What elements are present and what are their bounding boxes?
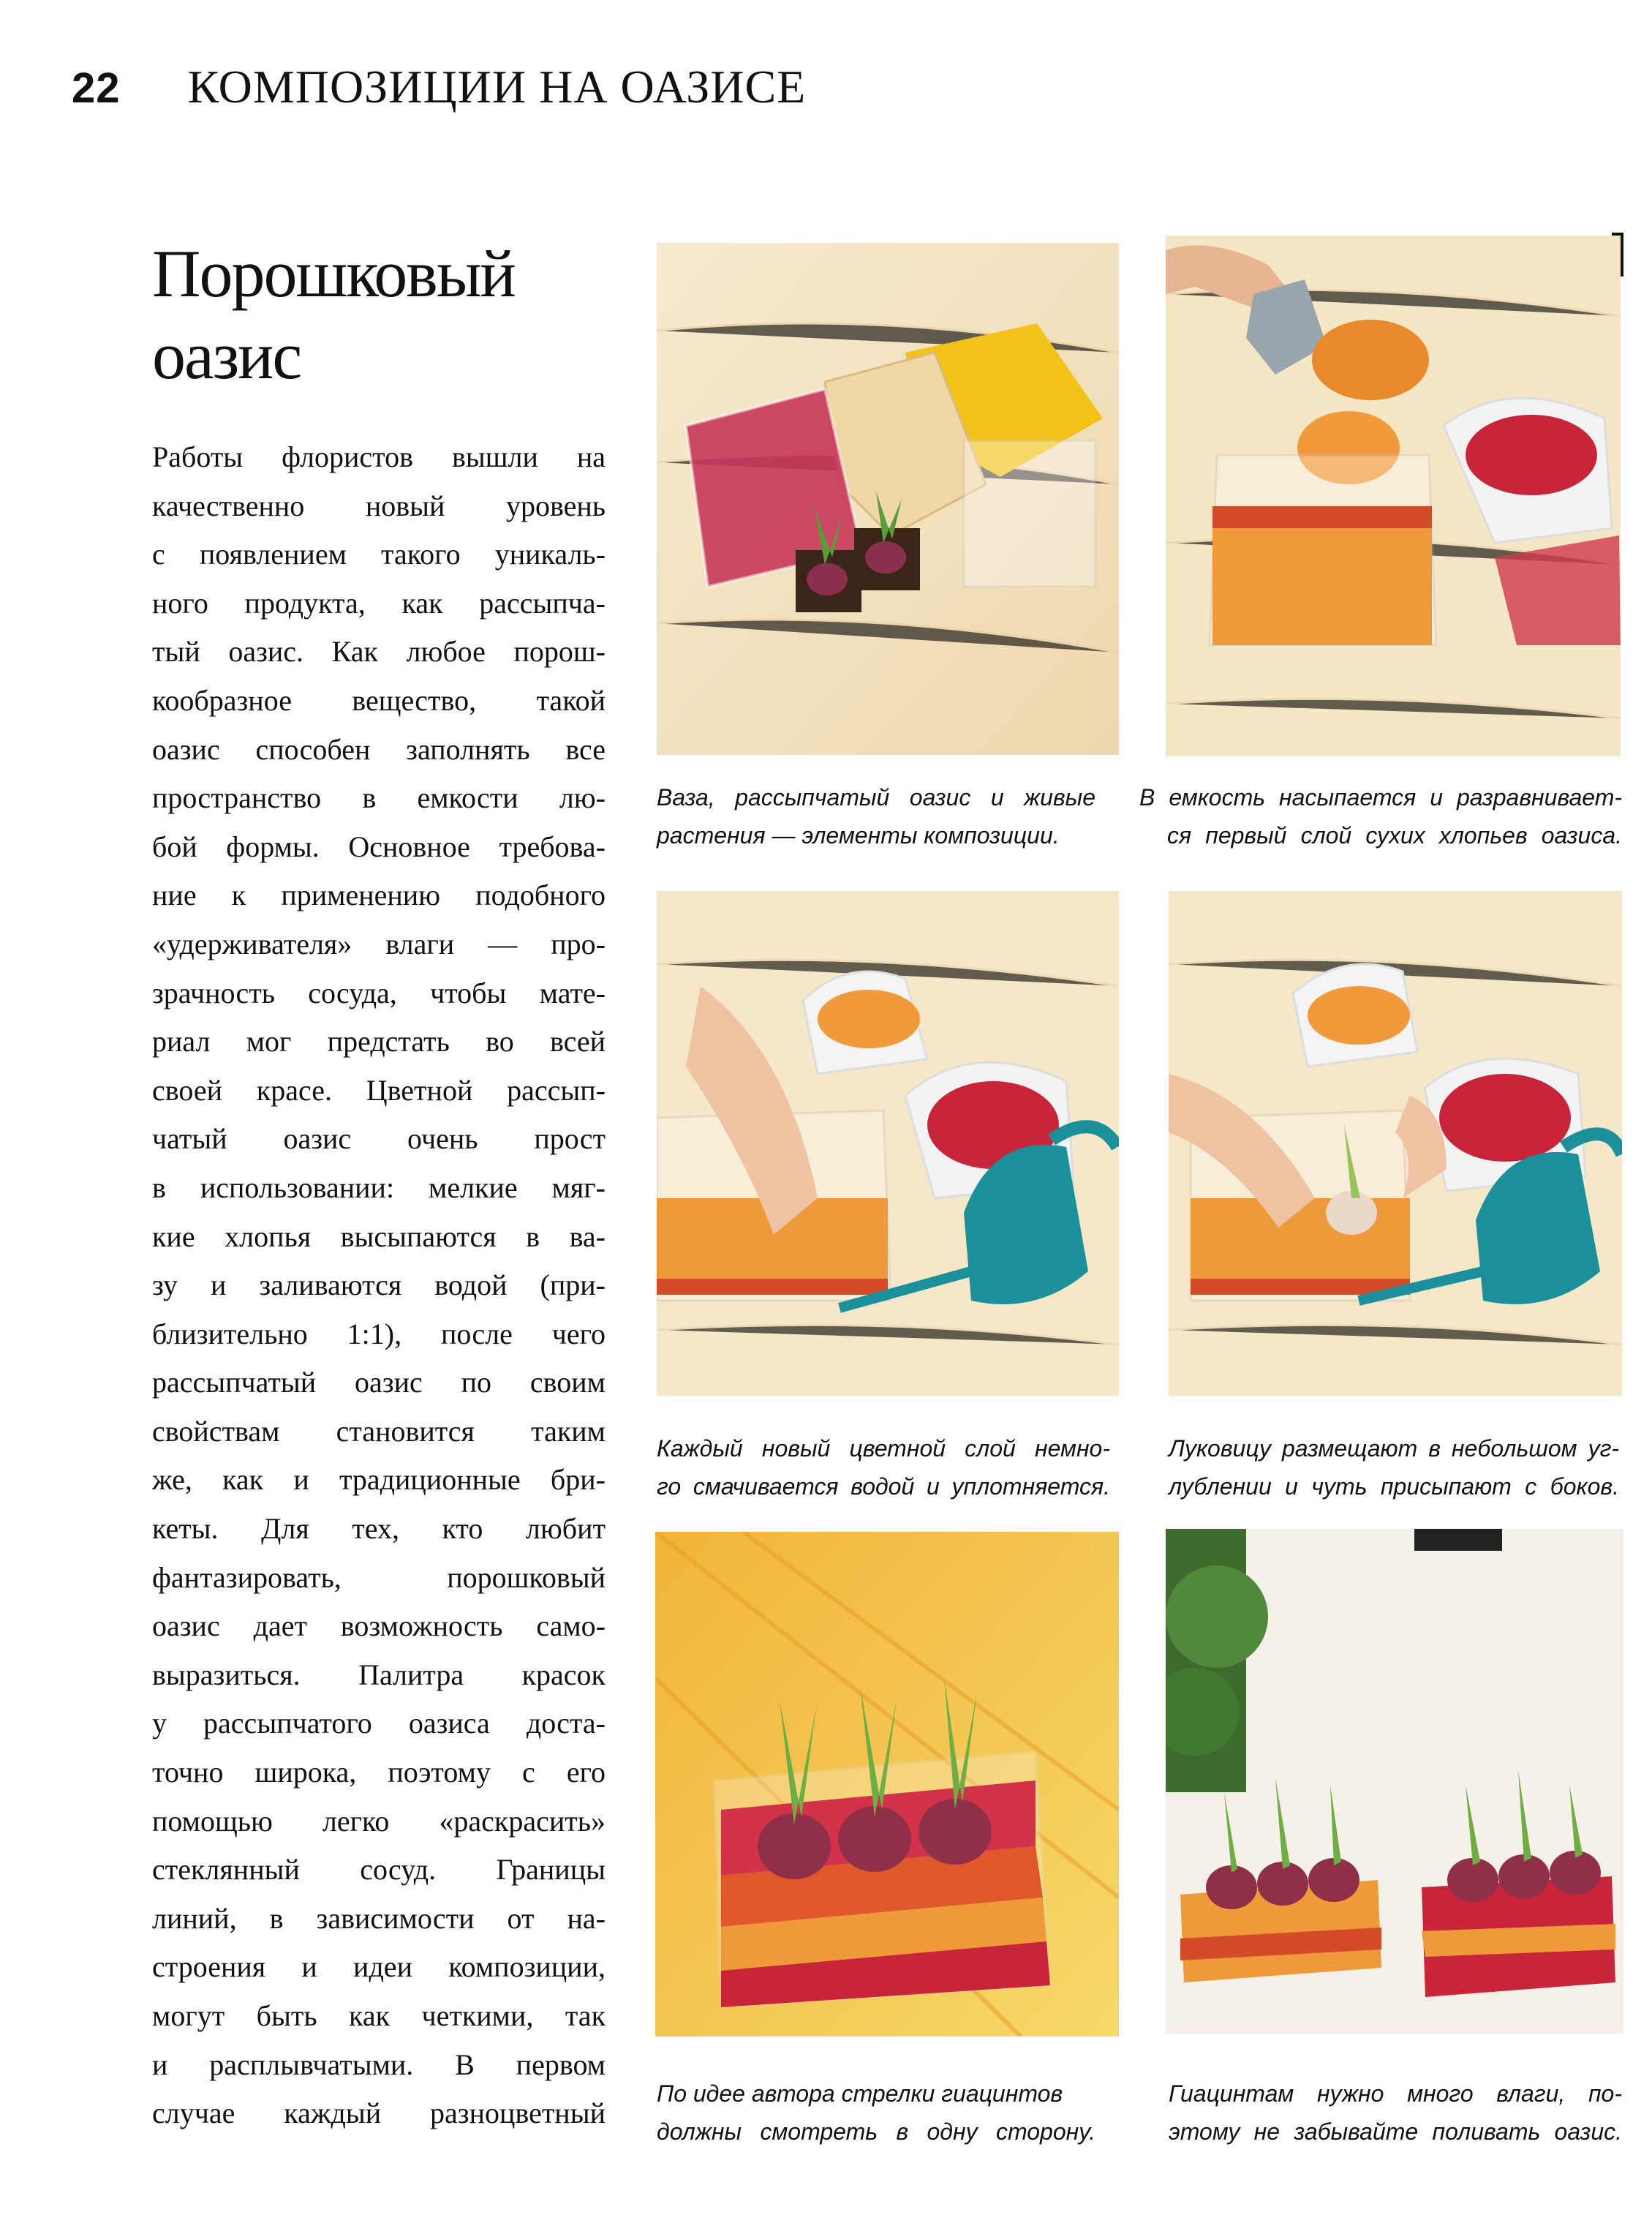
caption-line: растения — элементы композиции. xyxy=(657,822,1060,849)
body-line: у рассыпчатого оазиса доста- xyxy=(152,1707,606,1740)
body-line: случае каждый разноцветный xyxy=(152,2096,606,2130)
caption-line: В емкость насыпается и разравнивает- xyxy=(1139,784,1622,811)
body-line: качественно новый уровень xyxy=(152,489,606,522)
body-line: пространство в емкости лю- xyxy=(152,781,606,815)
body-line: точно широка, поэтому с его xyxy=(152,1756,606,1789)
body-line: кие хлопья высыпаются в ва- xyxy=(152,1219,606,1253)
caption-line: Луковицу размещают в небольшом уг- xyxy=(1169,1435,1619,1462)
body-line: строения и идеи композиции, xyxy=(152,1950,606,1984)
article-title xyxy=(152,233,620,396)
body-line: оазис дает возможность само- xyxy=(152,1609,606,1643)
body-line: тый оазис. Как любое порош- xyxy=(152,635,606,669)
body-line: рассыпчатый оазис по своим xyxy=(152,1366,606,1399)
caption-line: По идее автора стрелки гиацинтов xyxy=(657,2080,1063,2107)
body-line: ного продукта, как рассыпча- xyxy=(152,586,606,620)
body-line: кообразное вещество, такой xyxy=(152,683,606,717)
photo-bulb-placement xyxy=(1169,891,1622,1396)
caption-first-layer xyxy=(1139,778,1622,854)
title-line: оазис xyxy=(152,318,301,393)
title-line: Порошковый xyxy=(152,236,515,311)
body-line: своей красе. Цветной рассып- xyxy=(152,1073,606,1107)
caption-line: ся первый слой сухих хлопьев оазиса. xyxy=(1167,822,1622,849)
body-line: Работы флористов вышли на xyxy=(152,440,606,473)
body-line: оазис способен заполнять все xyxy=(152,732,606,766)
caption-line: го смачивается водой и уплотняется. xyxy=(657,1473,1110,1500)
body-line: свойствам становится таким xyxy=(152,1414,606,1448)
body-line: бой формы. Основное требова- xyxy=(152,830,606,863)
body-line: линий, в зависимости от на- xyxy=(152,1901,606,1935)
body-line: риал мог предстать во всей xyxy=(152,1025,606,1058)
body-line: в использовании: мелкие мяг- xyxy=(152,1170,606,1204)
body-line: и расплывчатыми. В первом xyxy=(152,2047,606,2081)
body-line: выразиться. Палитра красок xyxy=(152,1658,606,1691)
body-line: помощью легко «раскрасить» xyxy=(152,1804,606,1838)
caption-finished-vase xyxy=(657,2075,1095,2151)
body-line: фантазировать, порошковый xyxy=(152,1560,606,1594)
page-header xyxy=(72,60,806,119)
body-line: чатый оазис очень прост xyxy=(152,1122,606,1156)
running-title: КОМПОЗИЦИИ НА ОАЗИСЕ xyxy=(187,61,807,113)
caption-line: Ваза, рассыпчатый оазис и живые xyxy=(657,784,1095,811)
body-line: с появлением такого уникаль- xyxy=(152,538,606,571)
body-line: стеклянный сосуд. Границы xyxy=(152,1853,606,1887)
caption-line: Каждый новый цветной слой немно- xyxy=(657,1435,1110,1462)
caption-line: лублении и чуть присыпают с боков. xyxy=(1169,1473,1619,1500)
caption-line: этому не забывайте поливать оазис. xyxy=(1169,2118,1622,2145)
article-body xyxy=(152,433,606,2138)
caption-bulb-placement xyxy=(1169,1429,1619,1505)
photo-materials xyxy=(657,243,1119,755)
caption-wet-layer xyxy=(657,1429,1110,1505)
photo-first-layer xyxy=(1166,236,1621,756)
body-line: близительно 1:1), после чего xyxy=(152,1317,606,1350)
body-line: ние к применению подобного xyxy=(152,879,606,912)
photo-wet-layer xyxy=(657,891,1119,1396)
caption-line: Гиацинтам нужно много влаги, по- xyxy=(1169,2080,1622,2107)
body-line: зу и заливаются водой (при- xyxy=(152,1268,606,1302)
photo-finished-vase xyxy=(655,1532,1119,2037)
body-line: зрачность сосуда, чтобы мате- xyxy=(152,976,606,1009)
body-line: могут быть как четкими, так xyxy=(152,1999,606,2032)
caption-two-compositions xyxy=(1169,2075,1622,2151)
body-line: кеты. Для тех, кто любит xyxy=(152,1512,606,1546)
photo-two-compositions xyxy=(1166,1529,1623,2034)
caption-materials xyxy=(657,778,1095,854)
body-line: «удерживателя» влаги — про- xyxy=(152,927,606,960)
caption-line: должны смотреть в одну сторону. xyxy=(657,2118,1095,2145)
page-number: 22 xyxy=(72,64,121,112)
body-line: же, как и традиционные бри- xyxy=(152,1463,606,1497)
